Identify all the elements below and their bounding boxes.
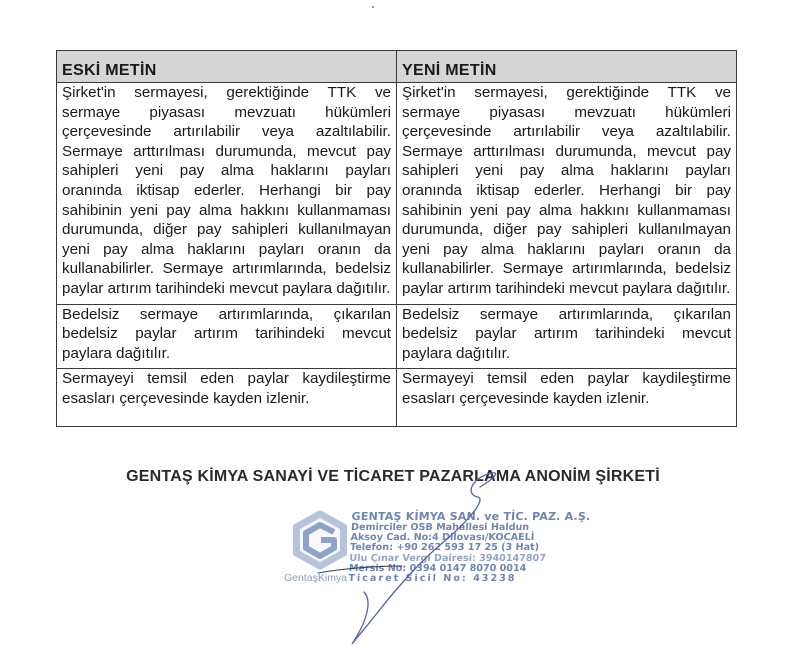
header-new-text: YENİ METİN <box>397 51 737 83</box>
stamp-line: Aksoy Cad. No:4 Dilovası/KOCAELİ <box>350 532 535 544</box>
header-old-text: ESKİ METİN <box>57 51 397 83</box>
stamp-line: Telefon: +90 262 593 17 25 (3 Hat) <box>349 542 540 554</box>
company-stamp <box>284 498 591 598</box>
new-text-cell: Sermayeyi temsil eden paylar kaydileştirme esasları çerçevesinde kayden izlenir. <box>397 369 737 426</box>
table-header-row <box>57 51 737 83</box>
old-text-cell: Bedelsiz sermaye artırımlarında, çıkarılan bedelsiz paylar artırım tarihindeki mevcut paylara dağıtılır. <box>57 304 397 369</box>
table-row <box>57 304 737 369</box>
stamp-brand: GentaşKimya <box>284 572 348 584</box>
company-name: GENTAŞ KİMYA SANAYİ VE TİCARET PAZARLAMA ANONİM ŞİRKETİ <box>126 468 660 485</box>
new-text-cell: Bedelsiz sermaye artırımlarında, çıkarılan bedelsiz paylar artırım tarihindeki mevcut paylara dağıtılır. <box>397 304 737 369</box>
old-text-cell: Şirket'in sermayesi, gerektiğinde TTK ve sermaye piyasası mevzuatı hükümleri çerçevesinde artırılabilir veya azaltılabilir. Sermaye arttırılması durumunda, mevcut pay sahipleri yeni pay alma haklarını payları oranında iktisap ederler. Herhangi bir pay sahibinin yeni pay alma hakkını kullanmaması durumunda, diğer pay sahipleri kullanılmayan yeni pay alma haklarını payları oranın da kullanabilirler. Sermaye artırımlarında, bedelsiz paylar artırım tarihindeki mevcut paylara dağıtılır. <box>57 83 397 305</box>
stamp-line: Demirciler OSB Mahallesi Haldun <box>350 522 530 533</box>
stamp-line: Ticaret Sicil No: 43238 <box>348 573 517 585</box>
table-row <box>57 369 737 426</box>
scan-speck <box>372 6 374 8</box>
old-text-cell: Sermayeyi temsil eden paylar kaydileştirme esasları çerçevesinde kayden izlenir. <box>57 369 397 426</box>
stamp-text <box>348 510 591 585</box>
table-row <box>57 83 737 305</box>
stamp-line: GENTAŞ KİMYA SAN. ve TİC. PAZ. A.Ş. <box>351 510 591 523</box>
new-text-cell: Şirket'in sermayesi, gerektiğinde TTK ve sermaye piyasası mevzuatı hükümleri çerçevesinde artırılabilir veya azaltılabilir. Sermaye arttırılması durumunda, mevcut pay sahipleri yeni pay alma haklarını payları oranında iktisap ederler. Herhangi bir pay sahibinin yeni pay alma hakkını kullanmaması durumunda, diğer pay sahipleri kullanılmayan yeni pay alma haklarını payları oranın da kullanabilirler. Sermaye artırımlarında, bedelsiz paylar artırım tarihindeki mevcut paylara dağıtılır. <box>397 83 737 305</box>
stamp-line: Ulu Çınar Vergi Dairesi: 3940147807 <box>349 552 547 564</box>
stamp-line: Mersis No: 0394 0147 8070 0014 <box>348 562 527 574</box>
company-logo-icon <box>290 508 350 572</box>
comparison-table <box>56 50 737 427</box>
